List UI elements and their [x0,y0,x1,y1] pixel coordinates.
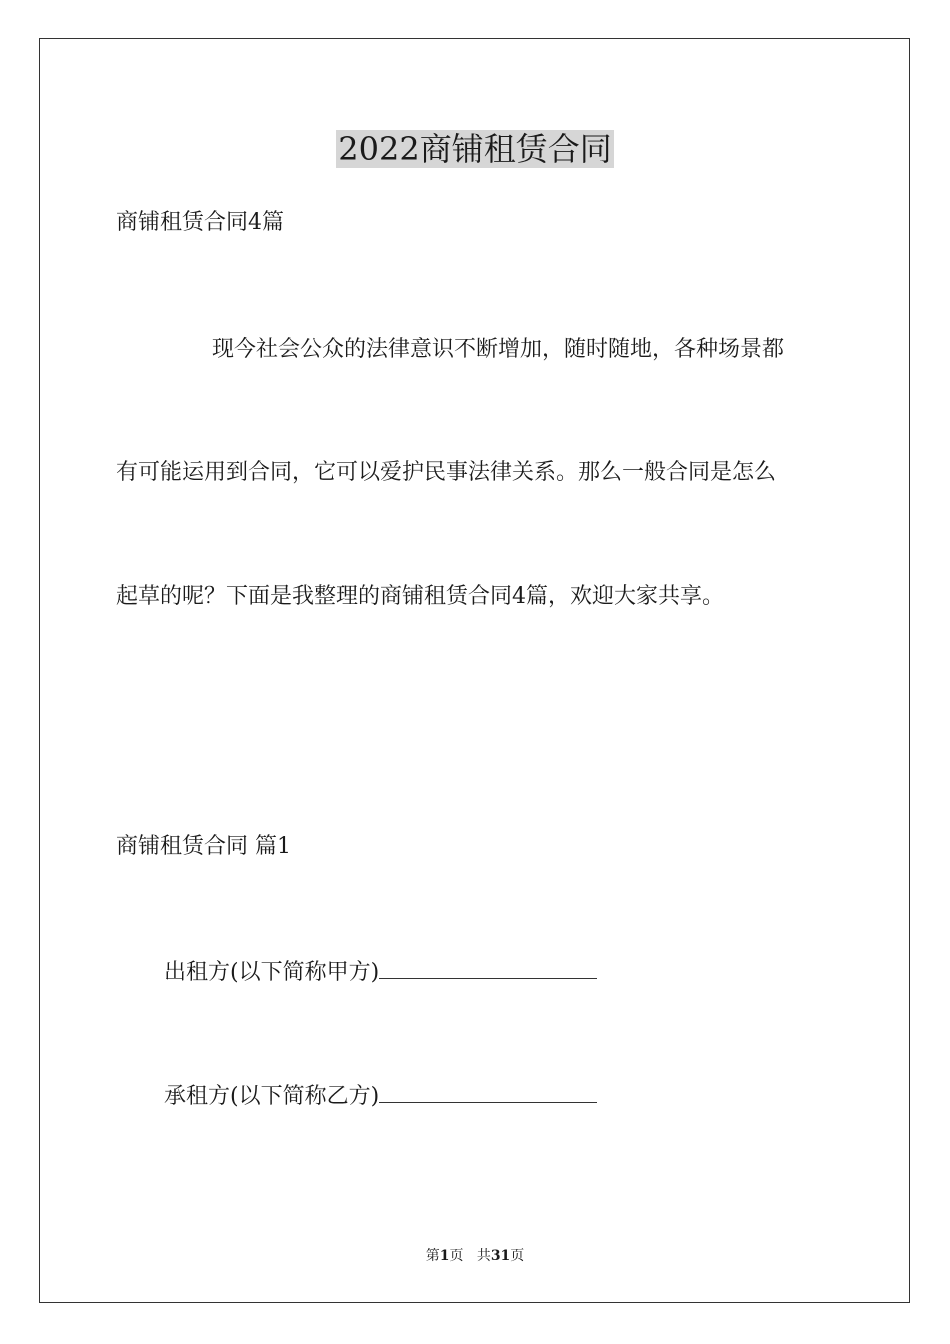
intro-line-3: 起草的呢？下面是我整理的商铺租赁合同4篇，欢迎大家共享。 [116,584,724,609]
footer-page-number: 1 [439,1248,450,1264]
lessee-line [164,1080,597,1112]
intro-line-1: 现今社会公众的法律意识不断增加，随时随地，各种场景都 [212,337,785,362]
section-heading: 商铺租赁合同 篇1 [116,834,291,859]
lessee-label: 承租方(以下简称乙方) [164,1084,380,1109]
footer-total-prefix: 共 [476,1248,491,1264]
footer-page-suffix: 页 [449,1248,464,1264]
footer-total-suffix: 页 [510,1248,525,1264]
footer-total-pages: 31 [490,1248,511,1264]
lessor-label: 出租方(以下简称甲方) [164,960,380,985]
intro-line-2: 有可能运用到合同，它可以爱护民事法律关系。那么一般合同是怎么 [116,460,777,485]
page-footer [0,1246,950,1266]
document-subtitle: 商铺租赁合同4篇 [116,210,284,235]
footer-page-prefix: 第 [425,1248,440,1264]
lessor-line [164,956,597,988]
document-title-row [0,124,950,174]
lessor-blank [379,956,597,979]
document-title: 2022商铺租赁合同 [338,130,612,168]
lessee-blank [379,1080,597,1103]
